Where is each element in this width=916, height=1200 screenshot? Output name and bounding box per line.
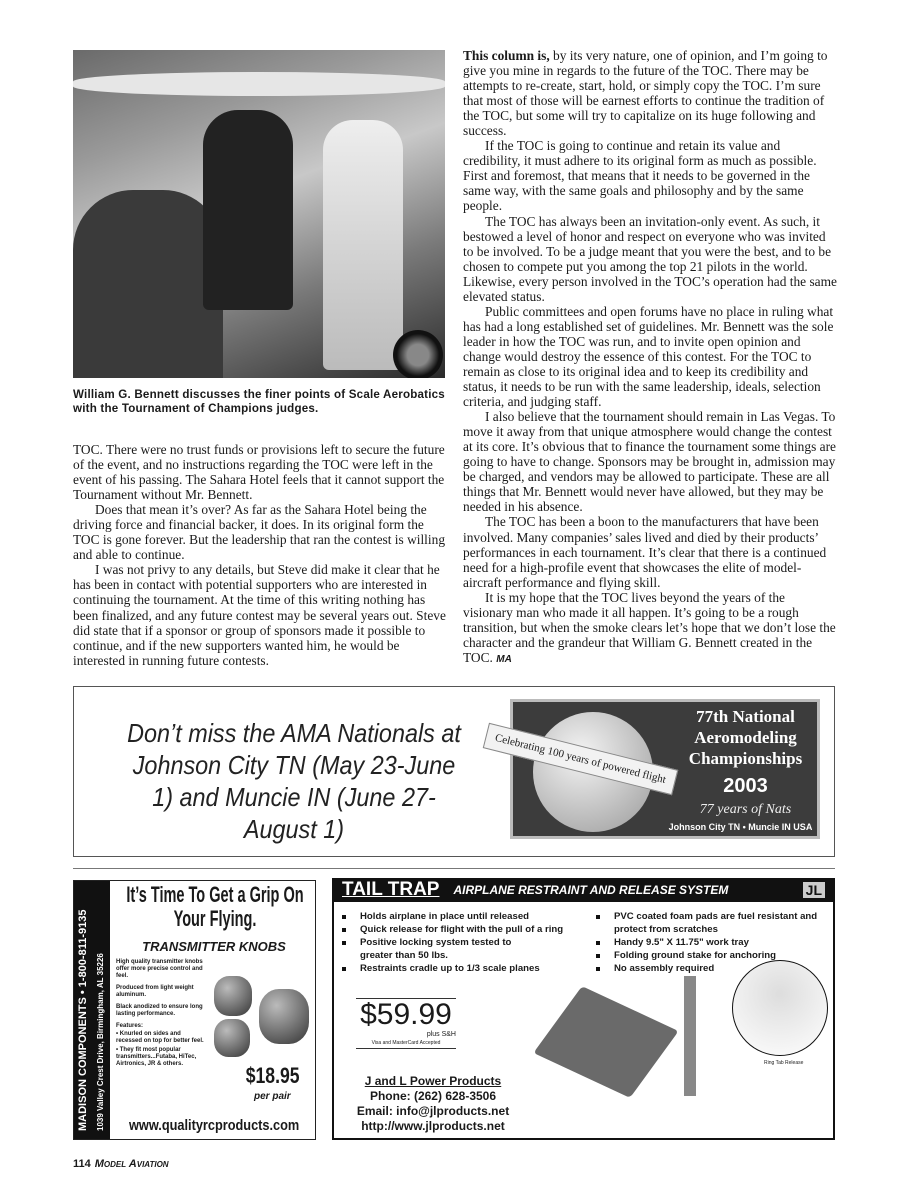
paragraph: Public committees and open forums have no place in ruling what has had a long established set of guidelines. Mr. Bennett was the sole leader in how the TOC was run, and to invite open opinion and change would destroy the essence of this contest. For the TOC to remain as close to its original idea and to keep its credibility and status, it needs to be run with the same leadership, ideals, selection criteria, and judging staff.: [463, 303, 834, 410]
nats-logo: [493, 699, 820, 839]
knobs-url[interactable]: www.qualityrcproducts.com: [129, 1117, 300, 1134]
jl-logo: JL: [803, 882, 825, 898]
feature-item: Handy 9.5" X 11.75" work tray: [592, 936, 837, 949]
feature-item: Positive locking system tested to greater than 50 lbs.: [338, 936, 538, 962]
copy-line: • Knurled on sides and recessed on top for better feel.: [116, 1031, 204, 1044]
paragraph: I also believe that the tournament should remain in Las Vegas. To move it away from that unique atmosphere would change the contest at its core. It’s obvious that to finance the tournament some things are going to have to change. Sponsors may be brought in, admission may be charged, and vendors may be allowed to participate. These are all things that Mr. Bennett would never have allowed, but they may be needed in his absence.: [463, 409, 836, 515]
ring-release-inset: [732, 960, 828, 1056]
magazine-name: Model Aviation: [94, 1158, 169, 1170]
photo-caption: William G. Bennett discusses the finer points of Scale Aerobatics with the Tournament of Champions judges.: [73, 388, 445, 415]
feature-item: Folding ground stake for anchoring: [592, 949, 837, 962]
copy-line: High quality transmitter knobs offer more precise control and feel.: [116, 959, 203, 979]
feature-item: Quick release for flight with the pull of a ring: [338, 923, 588, 936]
tail-trap-ad: [332, 878, 835, 1140]
phone: Phone: (262) 628-3506: [369, 1089, 497, 1103]
feature-item: No assembly required: [592, 962, 837, 975]
golf-cart-roof: [73, 72, 445, 96]
company-name: J and L Power Products: [364, 1074, 502, 1088]
end-mark: MA: [496, 653, 512, 665]
photo-bennett-judges: [73, 50, 445, 378]
feature-item: Restraints cradle up to 1/3 scale planes: [338, 962, 588, 975]
paragraph: [463, 48, 838, 138]
tray-image: [533, 986, 678, 1098]
page-number: 114: [73, 1158, 91, 1170]
knob-image: [214, 1019, 250, 1057]
knobs-copy: [116, 959, 206, 1073]
person-figure: [73, 190, 223, 378]
nats-tagline: Don’t miss the AMA Nationals at Johnson City TN (May 23-June 1) and Muncie IN (June 27-August 1): [127, 718, 461, 844]
price-note: plus S&H: [426, 1031, 456, 1038]
features-left: [338, 910, 588, 975]
paragraph: [463, 590, 838, 667]
cart-wheel: [393, 330, 443, 378]
contact-block: [338, 1074, 528, 1134]
product-name: TAIL TRAP: [342, 879, 440, 900]
divider: [73, 868, 835, 869]
website[interactable]: http://www.jlproducts.net: [361, 1119, 505, 1133]
knobs-product: TRANSMITTER KNOBS: [142, 939, 286, 954]
copy-line: • They fit most popular transmitters...Futaba, HiTec, Airtronics, JR & others.: [116, 1047, 197, 1067]
knobs-ad: [73, 880, 316, 1140]
page-footer: [73, 1158, 169, 1170]
copy-line: Features:: [116, 1023, 144, 1029]
lead-text: by its very nature, one of opinion, and I’m going to give you mine in regards to the future of the TOC. There may be attempts to re-create, start, hold, or simply copy the TOC. I’m sure that most of those will be earnest efforts to continue the tradition of the TOC, but some will try to capitalize on its huge following and success.: [463, 48, 828, 139]
knobs-headline: It’s Time To Get a Grip On Your Flying.: [126, 882, 304, 931]
paragraph: The TOC has always been an invitation-only event. As such, it bestowed a level of honor and respect on everyone who was invited to be involved. To be a judge meant that you were the best, and to be chosen to compete put you among the top 21 pilots in the world. Likewise, every person involved in the TOC’s operation had the same elevated status.: [463, 213, 837, 304]
last-text: It is my hope that the TOC lives beyond the years of the visionary man who made it all happen. It’s going to be a rough transition, but when the smoke clears let’s hope that we don’t lose the character and the grandeur that William G. Bennett created in the TOC.: [463, 589, 836, 665]
nats-banner: Celebrating 100 years of powered flight: [483, 723, 678, 795]
tail-trap-price: $59.99: [360, 998, 452, 1031]
paragraph: I was not privy to any details, but Steve did make it clear that he has been in contact with potential supporters who are interested in continuing the tournament. At the time of this writing nothing has been finalized, and any future contest may be several years out. Steve did state that if a sponsor or group of sponsors made it possible to continue, and if the new supporters wanted him, he would be interested in running future contests.: [73, 562, 446, 668]
feature-item: Holds airplane in place until released: [338, 910, 588, 923]
paragraph: TOC. There were no trust funds or provisions left to secure the future of the event, and no instructions regarding the TOC were left in the event of his passing. The Sahara Hotel feels that it cannot support the Tournament without Mr. Bennett.: [73, 442, 445, 503]
person-figure: [323, 120, 403, 370]
person-figure: [203, 110, 293, 310]
nats-subtitle: 77 years of Nats: [699, 802, 792, 817]
payment-note: Visa and MasterCard Accepted: [371, 1040, 441, 1046]
knobs-price: $18.95: [245, 1063, 300, 1088]
paragraph: If the TOC is going to continue and retain its value and credibility, it must adhere to its original form as much as possible. First and foremost, that means that it needs to be governed in the same way, with the same goals and philosophy and by the same people.: [463, 138, 817, 214]
left-column: [73, 442, 448, 668]
email[interactable]: Email: info@jlproducts.net: [356, 1104, 510, 1118]
price-block: [356, 998, 456, 1049]
knob-image: [214, 976, 252, 1016]
knob-image: [259, 989, 309, 1044]
product-slogan: AIRPLANE RESTRAINT AND RELEASE SYSTEM: [453, 883, 729, 897]
copy-line: Produced from light weight aluminum.: [116, 985, 194, 998]
lead-in: This column is,: [463, 48, 550, 63]
nats-locations: Johnson City TN • Muncie IN USA: [668, 822, 813, 832]
stake-image: [684, 976, 696, 1096]
nats-year: 2003: [723, 775, 768, 797]
nats-title: 77th National Aeromodeling Championships: [688, 707, 803, 768]
company-sidebar: [74, 881, 110, 1139]
company-name: MADISON COMPONENTS • 1-800-811-9135: [77, 909, 89, 1131]
tail-trap-header: [334, 878, 833, 902]
company-address: 1039 Valley Crest Drive, Birmingham, AL 35226: [96, 953, 105, 1131]
right-column: [463, 48, 838, 667]
feature-item: PVC coated foam pads are fuel resistant and protect from scratches: [592, 910, 837, 936]
paragraph: Does that mean it’s over? As far as the Sahara Hotel being the driving force and financial backer, it does. In its original form the TOC is gone forever. But the leadership that ran the contest is willing and able to continue.: [73, 502, 446, 563]
paragraph: The TOC has been a boon to the manufacturers that have been involved. Many companies’ sales lived and died by their products’ performances in each tournament. It’s clear that there is a continued need for a high-profile event that showcases the elite of model-aircraft performance and flying skill.: [463, 514, 827, 590]
knobs-price-unit: per pair: [254, 1091, 291, 1102]
ring-label: Ring Tab Release: [764, 1060, 804, 1066]
nats-ad: [73, 686, 835, 857]
copy-line: Black anodized to ensure long lasting performance.: [116, 1004, 203, 1017]
